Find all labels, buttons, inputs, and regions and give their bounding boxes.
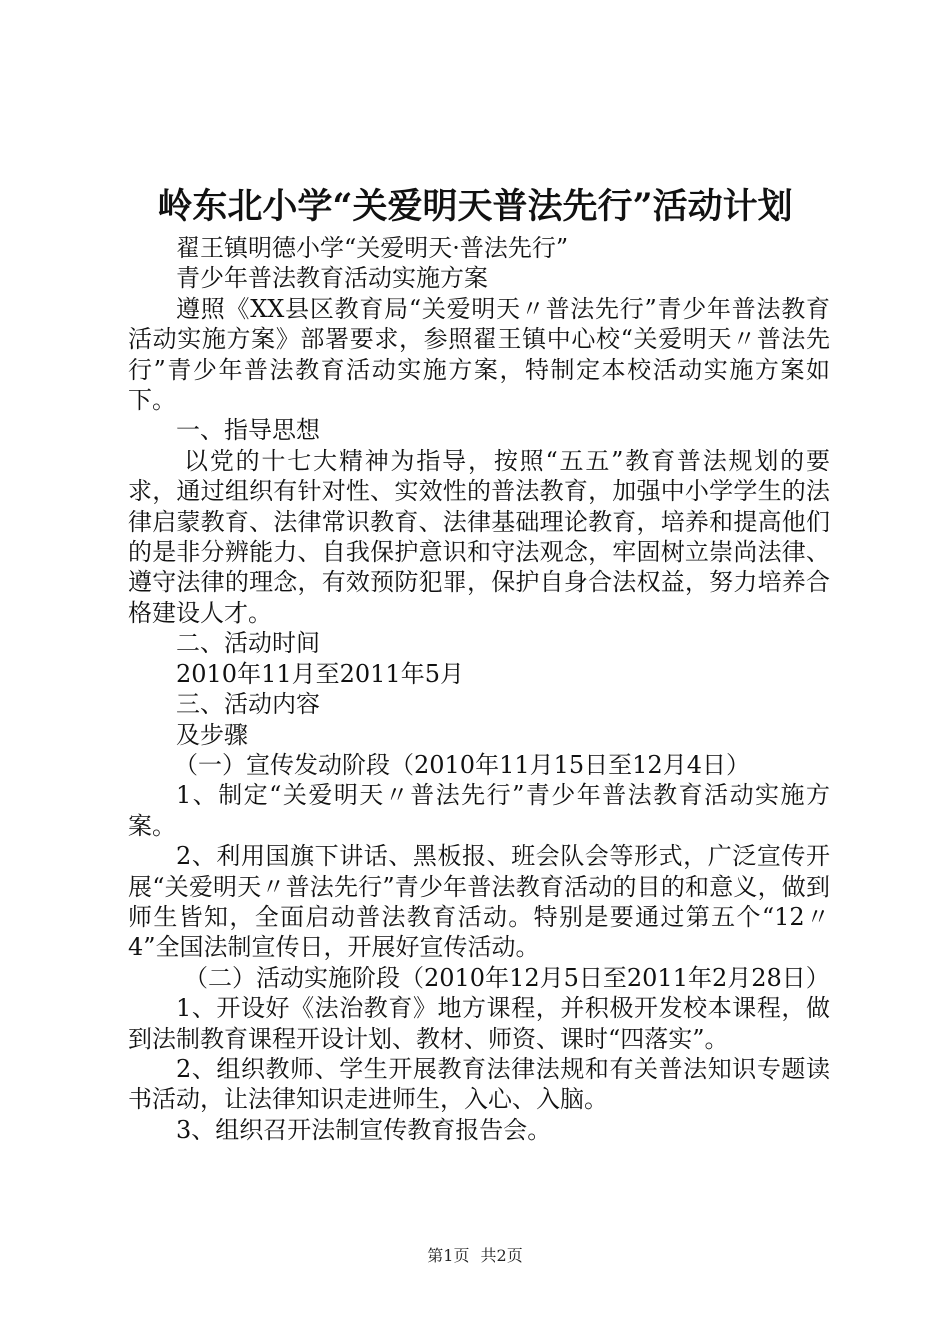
paragraph-guiding-thought: 以党的十七大精神为指导，按照“五五”教育普法规划的要求，通过组织有针对性、实效性的普法教育，加强中小学学生的法律启蒙教育、法律常识教育、法律基础理论教育，培养和提高他们的是非分辨能力、自我保护意识和守法观念，牢固树立崇尚法律、遵守法律的理念，有效预防犯罪，保护自身合法权益，努力培养合格建设人才。 [128, 446, 830, 627]
paragraph-stage-two-item-1: 1、开设好《法治教育》地方课程，并积极开发校本课程，做到法制教育课程开设计划、教材、师资、课时“四落实”。 [128, 994, 830, 1053]
page-footer [0, 1245, 950, 1267]
heading-activity-content: 三、活动内容 [176, 690, 320, 719]
paragraph-intro: 遵照《XX县区教育局“关爱明天〃普法先行”青少年普法教育活动实施方案》部署要求，参照翟王镇中心校“关爱明天〃普法先行”青少年普法教育活动实施方案，特制定本校活动实施方案如下。 [128, 294, 830, 415]
document-title: 岭东北小学“关爱明天普法先行”活动计划 [157, 186, 793, 227]
heading-stage-two: （二）活动实施阶段（2010年12月5日至2011年2月28日） [184, 963, 830, 992]
paragraph-activity-time: 2010年11月至2011年5月 [176, 659, 464, 688]
paragraph-plan-name: 青少年普法教育活动实施方案 [176, 264, 488, 293]
document-body [128, 233, 830, 1145]
heading-stage-one: （一）宣传发动阶段（2010年11月15日至12月4日） [174, 750, 750, 779]
page-number: 第1页 [427, 1246, 470, 1265]
paragraph-school-name: 翟王镇明德小学“关爱明天·普法先行” [176, 234, 569, 262]
heading-guiding-thought: 一、指导思想 [176, 416, 320, 445]
paragraph-stage-one-item-1: 1、制定“关爱明天〃普法先行”青少年普法教育活动实施方案。 [128, 781, 830, 840]
paragraph-stage-one-item-2: 2、利用国旗下讲话、黑板报、班会队会等形式，广泛宣传开展“关爱明天〃普法先行”青少年普法教育活动的目的和意义，做到师生皆知，全面启动普法教育活动。特别是要通过第五个“12〃4”全国法制宣传日，开展好宣传活动。 [128, 842, 830, 962]
page-total: 共2页 [480, 1246, 523, 1265]
paragraph-stage-two-item-2: 2、组织教师、学生开展教育法律法规和有关普法知识专题读书活动，让法律知识走进师生，入心、入脑。 [128, 1054, 830, 1114]
heading-activity-time: 二、活动时间 [176, 629, 320, 658]
heading-activity-steps: 及步骤 [176, 720, 248, 749]
paragraph-stage-two-item-3: 3、组织召开法制宣传教育报告会。 [176, 1115, 552, 1144]
